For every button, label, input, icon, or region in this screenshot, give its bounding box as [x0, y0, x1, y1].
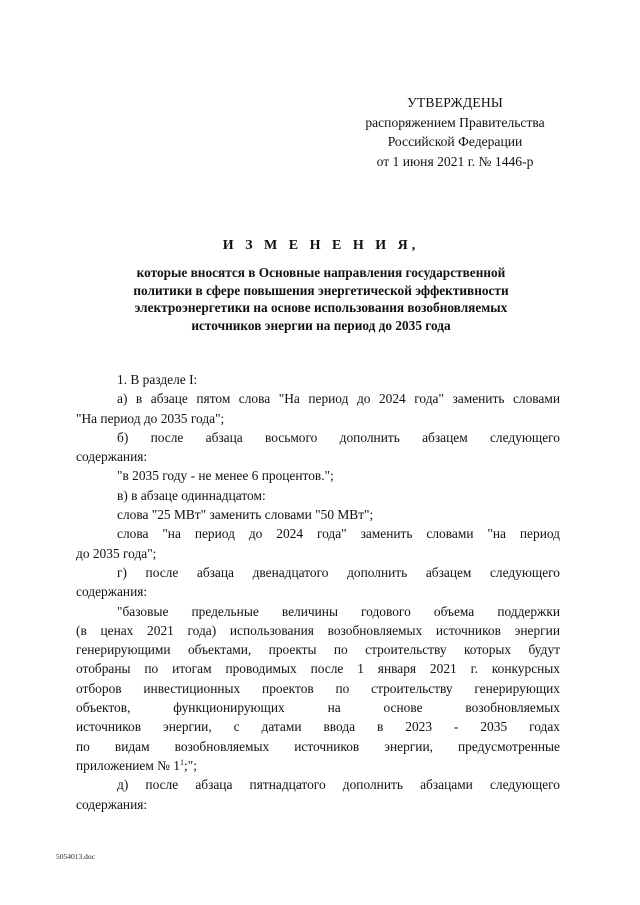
- document-file-code: 5054013.doc: [56, 852, 95, 861]
- body-line: объектов, функционирующих на основе возобновляемых: [76, 700, 560, 716]
- body-line: генерирующими объектами, проекты по строительству которых будут: [76, 642, 560, 658]
- body-line: [76, 756, 560, 775]
- body-line: 1. В разделе I:: [117, 372, 198, 387]
- body-line: содержания:: [76, 584, 148, 600]
- approval-block: [330, 93, 580, 171]
- body-line: в) в абзаце одиннадцатом:: [117, 487, 266, 503]
- footnote-marker: 1: [180, 757, 185, 767]
- approval-title: УТВЕРЖДЕНЫ: [407, 95, 503, 110]
- body-line: а) в абзаце пятом слова "На период до 2024 года" заменить словами: [117, 391, 560, 407]
- annex-ref-text: приложением № 1: [76, 757, 181, 773]
- approval-line-2: Российской Федерации: [387, 134, 523, 149]
- body-line: по видам возобновляемых источников энергии, предусмотренные: [76, 738, 560, 754]
- approval-line-1: распоряжением Правительства: [365, 114, 545, 130]
- document-title: И З М Е Н Е Н И Я,: [222, 238, 420, 253]
- body-line: слова "25 МВт" заменить словами "50 МВт";: [117, 507, 374, 523]
- subtitle-line-1: которые вносятся в Основные направления государственной: [136, 265, 506, 280]
- subtitle-line-2: политики в сфере повышения энергетической эффективности: [133, 282, 509, 298]
- body-line: "На период до 2035 года";: [76, 410, 225, 426]
- body-line: "в 2035 году - не менее 6 процентов.";: [117, 468, 334, 484]
- body-line: (в ценах 2021 года) использования возобновляемых источников энергии: [76, 622, 560, 638]
- body-line: содержания:: [76, 449, 148, 465]
- body-line: источников энергии, с датами ввода в 2023 - 2035 годах: [76, 719, 560, 735]
- body-line: д) после абзаца пятнадцатого дополнить абзацами следующего: [117, 777, 560, 793]
- document-body: [76, 370, 560, 814]
- body-line: до 2035 года";: [76, 545, 157, 561]
- annex-ref-tail: ;";: [184, 757, 197, 773]
- document-subtitle: [80, 264, 562, 334]
- subtitle-line-4: источников энергии на период до 2035 года: [191, 317, 451, 333]
- subtitle-line-3: электроэнергетики на основе использования возобновляемых: [134, 300, 508, 316]
- body-line: б) после абзаца восьмого дополнить абзацем следующего: [117, 429, 560, 445]
- body-line: содержания:: [76, 796, 148, 812]
- body-line: слова "на период до 2024 года" заменить словами "на период: [117, 526, 560, 542]
- approval-line-3: от 1 июня 2021 г. № 1446-р: [376, 153, 534, 169]
- body-line: отобраны по итогам проводимых после 1 января 2021 г. конкурсных: [76, 661, 560, 677]
- body-line: "базовые предельные величины годового объема поддержки: [117, 603, 560, 619]
- body-line: г) после абзаца двенадцатого дополнить абзацем следующего: [117, 564, 560, 580]
- body-line: отборов инвестиционных проектов по строительству генерирующих: [76, 680, 560, 696]
